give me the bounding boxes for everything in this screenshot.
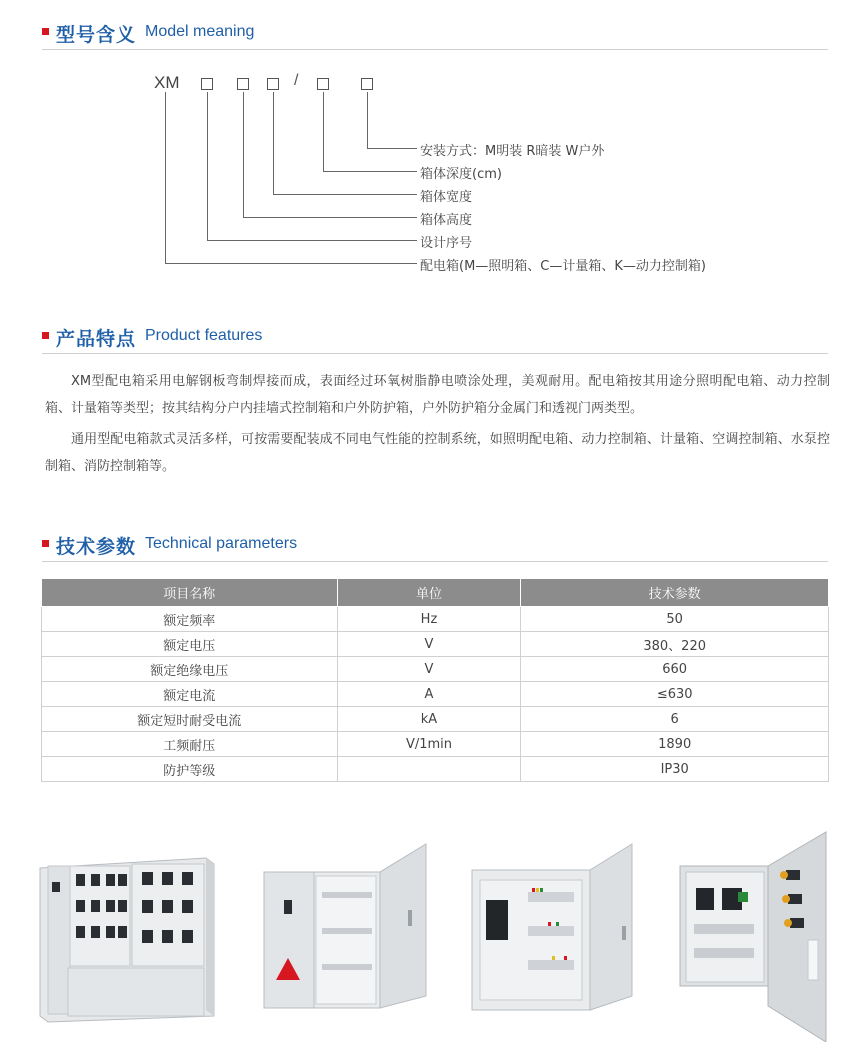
model-label-install: 安装方式：M明装 R暗装 W户外 (420, 144, 605, 159)
model-box-3 (267, 78, 279, 90)
cell-unit: Hz (337, 607, 521, 632)
params-title-en: Technical parameters (145, 535, 298, 552)
cell-name: 额定电流 (42, 682, 338, 707)
connector-line (273, 194, 417, 195)
cell-unit: V (337, 632, 521, 657)
cell-unit (337, 757, 521, 782)
model-box-5 (361, 78, 373, 90)
connector-line (243, 92, 244, 218)
cell-value: ≤630 (521, 682, 829, 707)
table-header-row (42, 579, 829, 607)
lighting-box-photo (258, 840, 430, 1016)
cell-name: 额定短时耐受电流 (42, 707, 338, 732)
connector-line (367, 92, 368, 149)
table-row (42, 632, 829, 657)
table-row (42, 607, 829, 632)
model-label-serial: 设计序号 (420, 236, 473, 251)
model-diagram (140, 68, 760, 283)
table-row (42, 657, 829, 682)
model-title-en: Model meaning (145, 23, 255, 40)
features-section-header (42, 320, 828, 354)
bullet-icon (42, 28, 49, 35)
model-label-type: 配电箱(M—照明箱、C—计量箱、K—动力控制箱) (420, 259, 706, 274)
feature-paragraph-2: 通用型配电箱款式灵活多样，可按需要配装成不同电气性能的控制系统，如照明配电箱、动力控制箱、计量箱、空调控制箱、水泵控制箱、消防控制箱等。 (45, 432, 830, 474)
cell-unit: kA (337, 707, 521, 732)
cell-unit: V (337, 657, 521, 682)
cell-name: 工频耐压 (42, 732, 338, 757)
model-label-depth: 箱体深度(cm) (420, 167, 502, 182)
table-row (42, 682, 829, 707)
model-box-1 (201, 78, 213, 90)
model-title-cn: 型号含义 (56, 24, 137, 46)
connector-line (165, 92, 166, 264)
table-row (42, 732, 829, 757)
cell-name: 防护等级 (42, 757, 338, 782)
table-row (42, 707, 829, 732)
features-title-cn: 产品特点 (56, 328, 137, 350)
model-box-2 (237, 78, 249, 90)
motor-control-box-photo (676, 830, 832, 1042)
header-unit: 单位 (337, 579, 521, 607)
cell-name: 额定绝缘电压 (42, 657, 338, 682)
connector-line (323, 92, 324, 172)
params-table (41, 578, 829, 782)
cell-unit: V/1min (337, 732, 521, 757)
connector-line (207, 92, 208, 241)
model-slash: / (294, 72, 299, 89)
cell-name: 额定电压 (42, 632, 338, 657)
table-row (42, 757, 829, 782)
connector-line (367, 148, 417, 149)
cell-value: 380、220 (521, 632, 829, 657)
bullet-icon (42, 540, 49, 547)
cell-unit: A (337, 682, 521, 707)
metering-box-photo (38, 856, 216, 1024)
cell-value: 1890 (521, 732, 829, 757)
model-label-height: 箱体高度 (420, 213, 473, 228)
feature-paragraph-1: XM型配电箱采用电解钢板弯制焊接而成，表面经过环氧树脂静电喷涂处理，美观耐用。配电箱按其用途分照明配电箱、动力控制箱、计量箱等类型；按其结构分户内挂墙式控制箱和户外防护箱，户外防护箱分金属门和透视门两类型。 (45, 374, 830, 416)
cell-value: 6 (521, 707, 829, 732)
power-control-box-photo (468, 840, 636, 1016)
model-section-header (42, 16, 828, 50)
cell-value: IP30 (521, 757, 829, 782)
params-title-cn: 技术参数 (56, 536, 137, 558)
connector-line (243, 217, 417, 218)
model-label-width: 箱体宽度 (420, 190, 473, 205)
connector-line (207, 240, 417, 241)
params-section-header (42, 528, 828, 562)
model-prefix: XM (154, 73, 180, 92)
features-title-en: Product features (145, 327, 263, 344)
cell-value: 660 (521, 657, 829, 682)
connector-line (273, 92, 274, 195)
cell-value: 50 (521, 607, 829, 632)
bullet-icon (42, 332, 49, 339)
cell-name: 额定频率 (42, 607, 338, 632)
connector-line (323, 171, 417, 172)
connector-line (165, 263, 417, 264)
header-item-name: 项目名称 (42, 579, 338, 607)
header-value: 技术参数 (521, 579, 829, 607)
model-box-4 (317, 78, 329, 90)
